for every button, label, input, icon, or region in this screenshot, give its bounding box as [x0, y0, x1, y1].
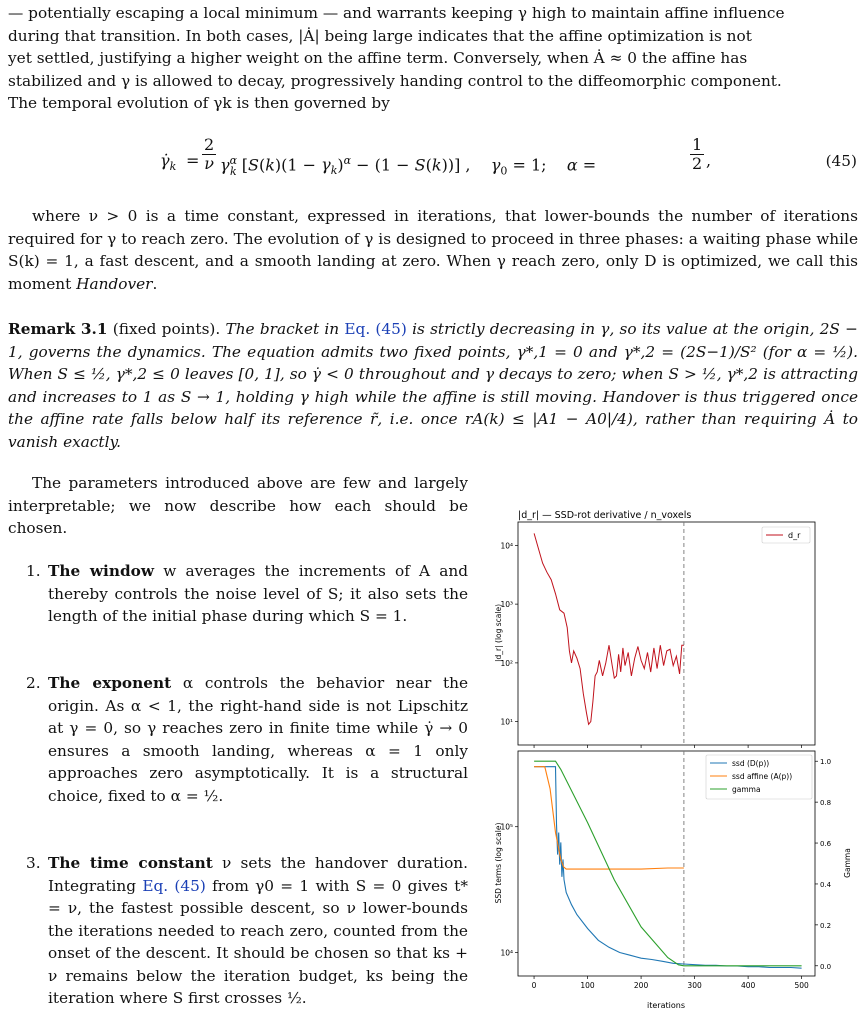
- top-panel-title: |d_r| — SSD-rot derivative / n_voxels: [518, 510, 692, 521]
- line-1: — potentially escaping a local minimum — and warrants keeping γ high to maintain affine influence: [8, 4, 785, 22]
- list-item-number: 3.: [26, 854, 41, 872]
- bottom-panel: [494, 751, 852, 1010]
- bottom-ytick-right-label: 0.2: [820, 921, 832, 930]
- list-item-text-b: from γ0 = 1 with S = 0 gives t* = ν, the fastest possible descent, so ν lower-bounds the iterations needed to reach zero, counted from the onset of the descent. It should be chosen so that ks + ν remains below the iteration budget, ks being the iteration where S first crosses ½.: [48, 876, 468, 1007]
- series-line-d-r: [534, 533, 684, 724]
- bottom-xtick-label: 100: [580, 981, 595, 990]
- bottom-ytick-right-label: 0.6: [820, 840, 832, 849]
- equation-body: $\gammȧ_k$ = $\frac{2}{\nu}$ $\gamma^\alpha_k$ $[S(k)(1 - \gamma_k)^\alpha - (1 - S(k))]$ , $\gamma_0 = 1$; α = $\frac{1}{2}$ ,: [160, 135, 712, 178]
- top-panel-ticks: [500, 541, 801, 748]
- remark-text-b: is strictly decreasing in γ, so its value at the origin, 2S − 1, governs the dynamics. The equation admits two fixed points, γ*,1 = 0 and γ*,2 = (2S−1)/S² (for α = ½). When S ≤ ½, γ*,2 ≤ 0 leaves [0, 1], so γ̇ < 0 throughout and γ decays to zero; when S > ½, γ*,2 is attracting and increases to 1 as S → 1, holding γ high while the affine is still moving. Handover is thus triggered once the affine rate falls below half its reference r̃, i.e. once rA(k) ≤ |A1 − A0|/4), rather than requiring Ȧ to vanish exactly.: [8, 320, 858, 451]
- figure-derivative-ssd: [488, 505, 858, 1010]
- top-ytick-label: 10⁴: [500, 541, 513, 551]
- line-5: The temporal evolution of γk is then governed by: [8, 94, 390, 112]
- item3-eq-link[interactable]: Eq. (45): [142, 876, 206, 895]
- bottom-ytick-right-label: 1.0: [820, 758, 832, 767]
- bottom-xtick-label: 400: [740, 981, 756, 990]
- bottom-xtick-label: 200: [633, 981, 649, 990]
- legend-label-ssd-d: ssd (D(p)): [732, 759, 770, 768]
- paragraph-where-nu: where ν > 0 is a time constant, expressed in iterations, that lower-bounds the number of iterations required for γ to reach zero. The evolution of γ is designed to proceed in three phases: a waiting phase while S(k) = 1, a fast descent, and a smooth landing at zero. When γ reach zero, only D is optimized, we call this moment Handover.: [8, 207, 858, 293]
- remark-heading: Remark 3.1: [8, 320, 108, 338]
- paragraph-parameters: The parameters introduced above are few and largely interpretable; we now describe how each should be chosen.: [8, 474, 468, 537]
- bottom-panel-legend: [706, 755, 812, 799]
- list-item-number: 2.: [26, 674, 41, 692]
- equation-45: [0, 132, 865, 192]
- remark-eq-link[interactable]: Eq. (45): [344, 320, 407, 338]
- bottom-ytick-label: 10⁴: [500, 948, 513, 958]
- bottom-panel-ylabel-right: Gamma: [843, 848, 852, 878]
- top-panel-series: [534, 522, 684, 745]
- top-panel-legend: [762, 527, 810, 543]
- list-item-number: 1.: [26, 562, 41, 580]
- bottom-ytick-right-label: 0.8: [820, 799, 832, 808]
- handover-term: Handover: [76, 274, 153, 293]
- line-3: yet settled, justifying a higher weight on the affine term. Conversely, when Ȧ ≈ 0 the affine has: [8, 49, 748, 67]
- equation-number: (45): [825, 152, 857, 170]
- list-item-title: The time constant: [48, 854, 213, 872]
- list-item-text: α controls the behavior near the origin. As α < 1, the right-hand side is not Lipschitz at γ = 0, so γ reaches zero in finite time while γ̇ → 0 ensures a smooth landing, whereas α = 1 only approaches zero asymptotically. It is a structural choice, fixed to α = ½.: [48, 674, 468, 805]
- bottom-panel-xlabel: iterations: [647, 1001, 685, 1010]
- list-item-text: ν sets the handover duration. Integrating: [48, 854, 468, 895]
- paragraph-continued: [8, 2, 858, 115]
- legend-label-d-r: d_r: [788, 531, 801, 540]
- bottom-ytick-right-label: 0.0: [820, 962, 832, 971]
- bottom-xtick-label: 500: [794, 981, 809, 990]
- remark-3-1: [8, 318, 858, 453]
- top-ytick-label: 10²: [500, 658, 513, 668]
- top-panel-ylabel: |d_r| (log scale): [494, 603, 503, 663]
- legend-label-ssd-affine: ssd affine (A(p)): [732, 772, 793, 781]
- remark-subtitle: (fixed points).: [112, 320, 221, 338]
- bottom-ytick-right-label: 0.4: [820, 880, 832, 889]
- left-column: [8, 472, 468, 1007]
- line-4: stabilized and γ is allowed to decay, progressively handing control to the diffeomorphic component.: [8, 71, 782, 90]
- line-2: during that transition. In both cases, |Ȧ| being large indicates that the affine optimization is not: [8, 26, 752, 45]
- remark-text-a: The bracket in: [225, 320, 345, 338]
- top-panel-frame: [518, 522, 815, 745]
- bottom-ytick-label: 10⁵: [500, 822, 513, 832]
- top-ytick-label: 10¹: [500, 717, 513, 727]
- legend-label-gamma: gamma: [732, 785, 761, 794]
- bottom-xtick-label: 300: [687, 981, 702, 990]
- where-nu-text: where ν > 0 is a time constant, expressed in iterations, that lower-bounds the number of iterations required for γ to reach zero. The evolution of γ is designed to proceed in three phases: a waiting phase while S(k) = 1, a fast descent, and a smooth landing at zero. When γ reach zero, only D is optimized, we call this moment: [8, 207, 858, 293]
- top-panel: [494, 510, 815, 748]
- list-item-title: The window: [48, 562, 155, 580]
- bottom-panel-ylabel: SSD terms (log scale): [494, 822, 503, 904]
- bottom-xtick-label: 0: [531, 981, 537, 990]
- top-ytick-label: 10³: [500, 600, 513, 610]
- list-item-title: The exponent: [48, 674, 172, 692]
- list-item-text: w averages the increments of A and thereby controls the noise level of S; it also sets the length of the initial phase during which S = 1.: [48, 562, 468, 625]
